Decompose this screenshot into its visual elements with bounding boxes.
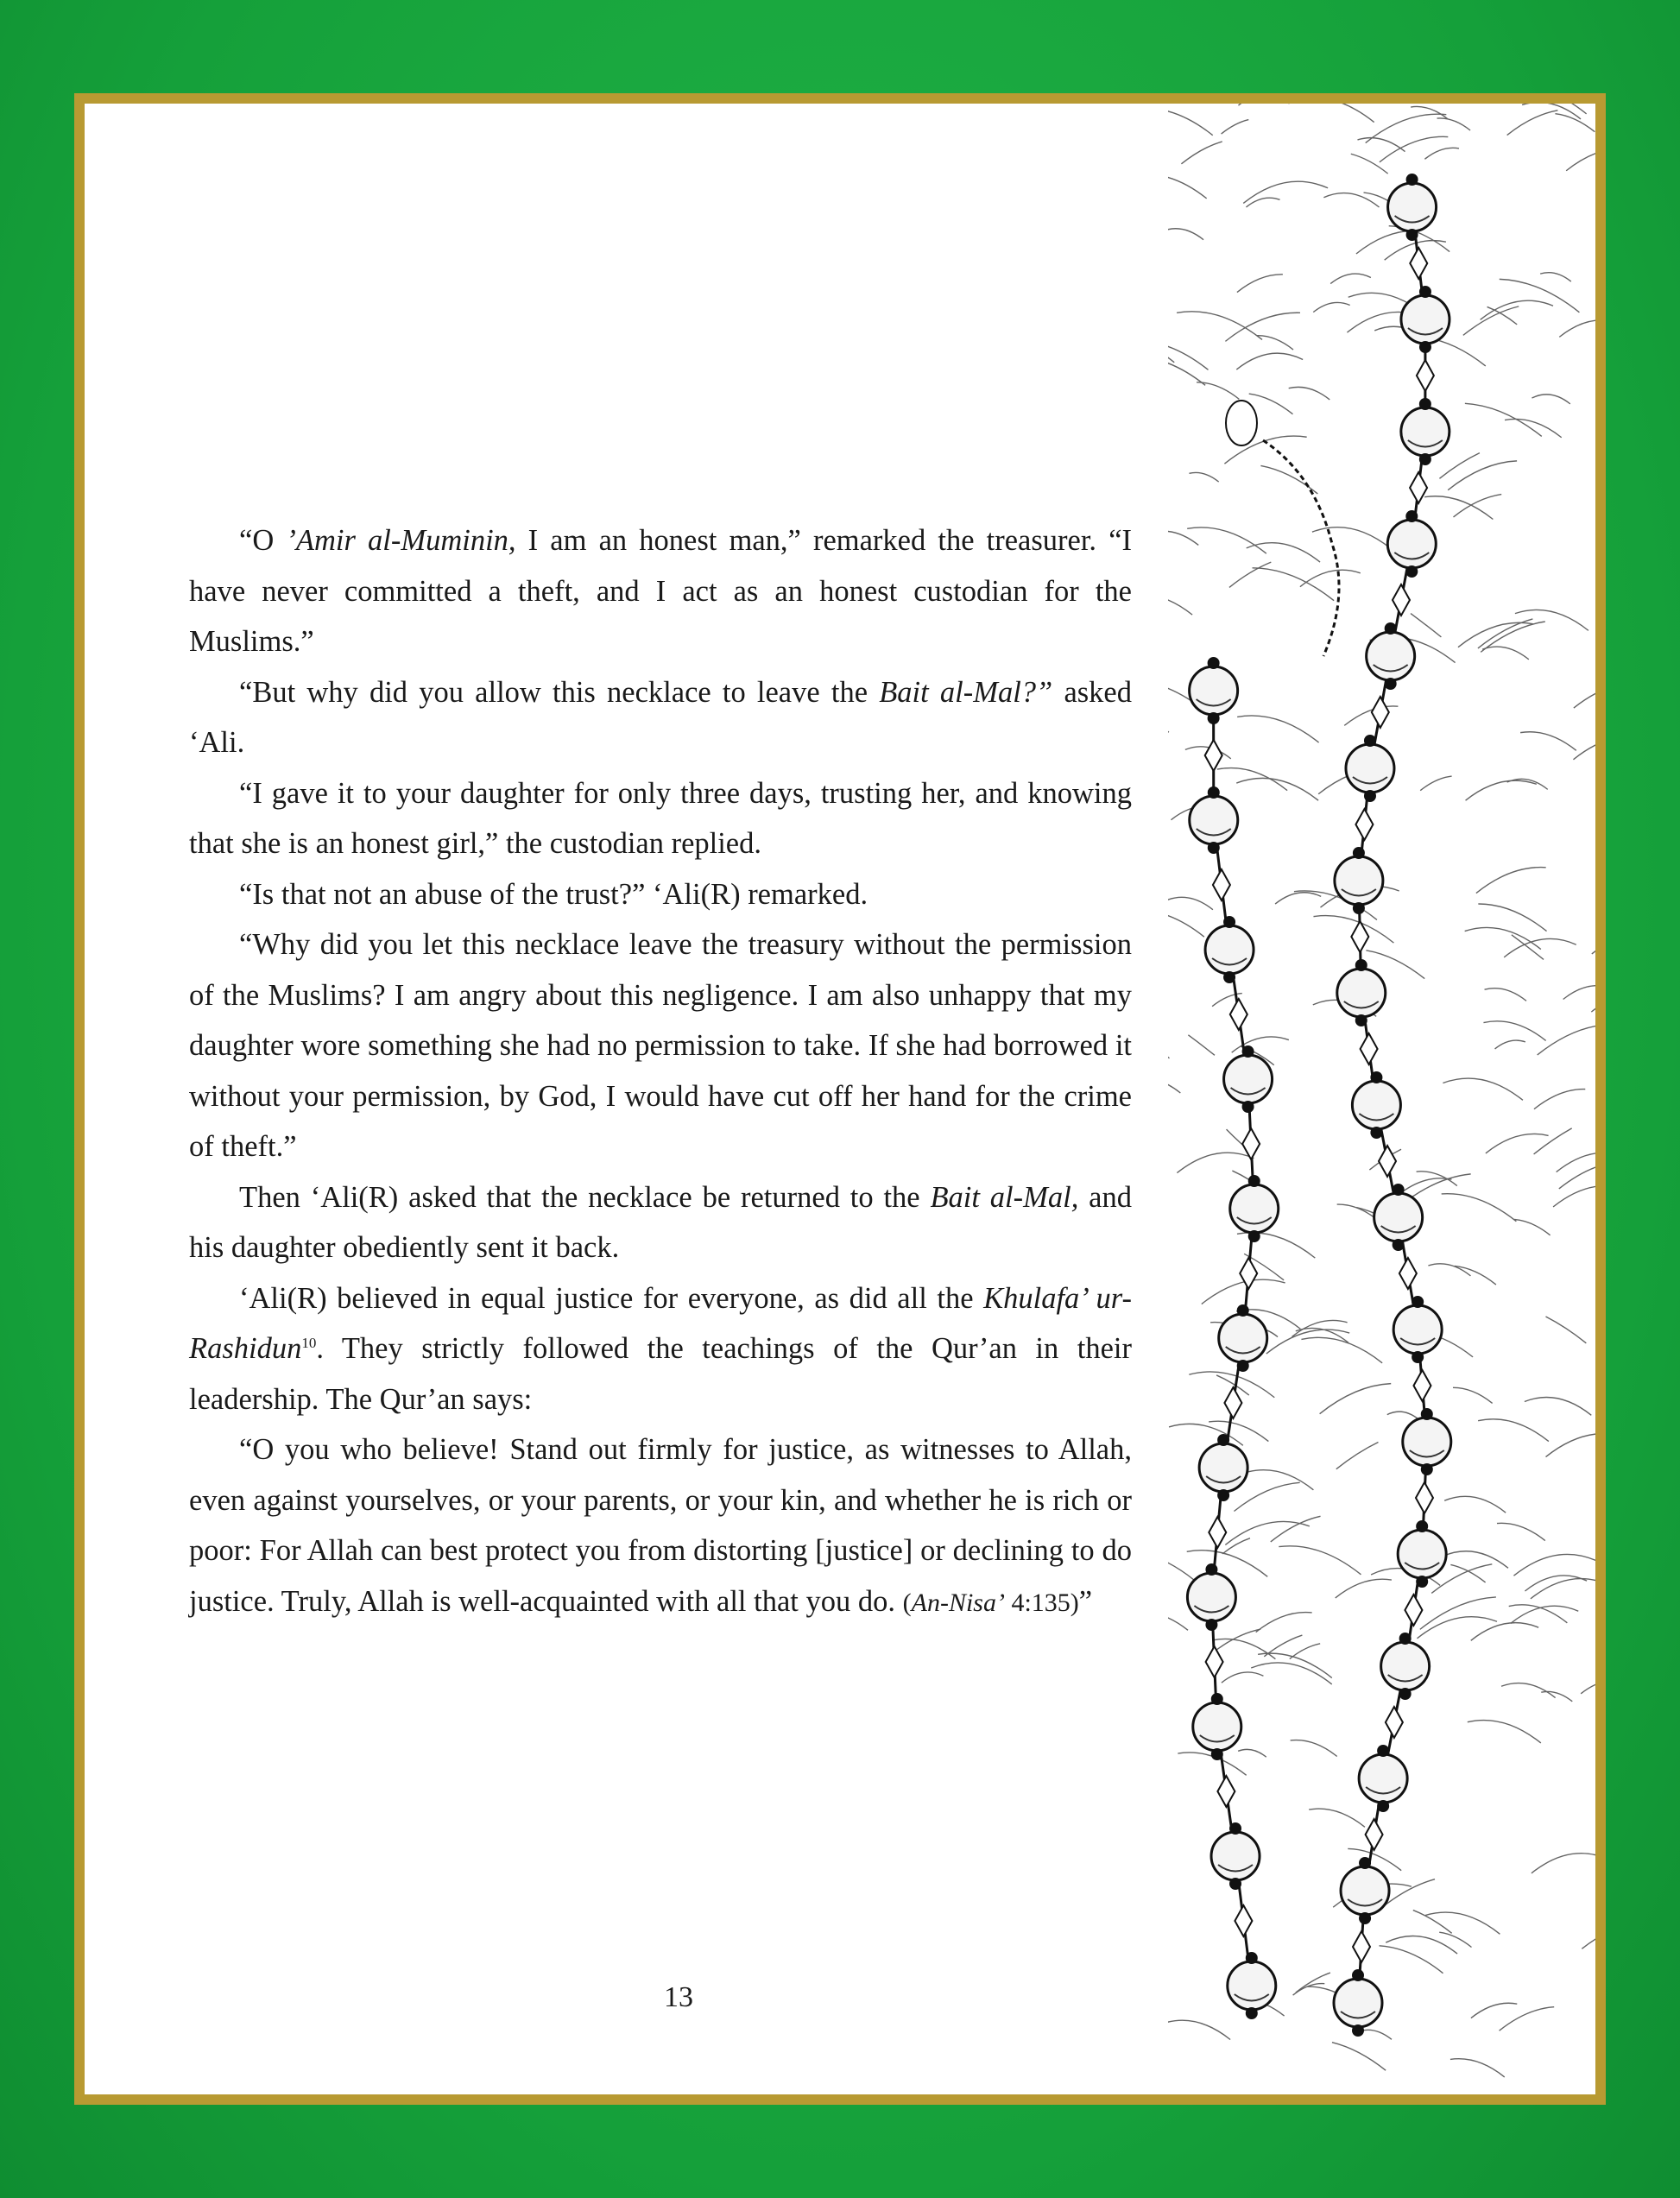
diamond-link xyxy=(1353,1931,1370,1962)
black-spacer-bead xyxy=(1421,1408,1433,1420)
diamond-link xyxy=(1205,740,1222,771)
black-spacer-bead xyxy=(1405,510,1418,522)
page-number: 13 xyxy=(664,1981,693,2013)
beads-group xyxy=(1187,174,1450,2037)
pearl-bead xyxy=(1187,1573,1235,1621)
diamond-link xyxy=(1213,869,1230,900)
black-spacer-bead xyxy=(1352,2024,1364,2037)
necklace-tassel xyxy=(1263,440,1339,656)
necklace-strand-right xyxy=(1334,174,1451,2037)
paragraph-2: “But why did you allow this necklace to leave the Bait al-Mal?” asked ‘Ali. xyxy=(189,675,1132,759)
diamond-link xyxy=(1413,1370,1431,1401)
pearl-bead xyxy=(1367,632,1415,680)
pearl-bead xyxy=(1341,1866,1389,1915)
paragraph-7: ‘Ali(R) believed in equal justice for everyone, as did all the Khulafa’ ur-Rashidun$^{10}$. They strictly followed the teachings of the Qur’an in their leadership. The Qur’an says: xyxy=(189,1281,1132,1416)
pearl-bead xyxy=(1190,796,1238,844)
diamond-link xyxy=(1240,1258,1257,1289)
black-spacer-bead xyxy=(1377,1745,1389,1757)
black-spacer-bead xyxy=(1412,1351,1424,1363)
pearl-bead xyxy=(1230,1184,1279,1233)
black-spacer-bead xyxy=(1364,735,1376,747)
black-spacer-bead xyxy=(1377,1800,1389,1812)
pearl-bead xyxy=(1335,856,1383,905)
pearl-bead xyxy=(1352,1081,1400,1129)
pearl-bead xyxy=(1401,407,1449,456)
pearl-bead xyxy=(1359,1754,1407,1803)
diamond-link xyxy=(1366,1819,1383,1850)
black-spacer-bead xyxy=(1355,1014,1367,1026)
black-spacer-bead xyxy=(1223,916,1235,928)
black-spacer-bead xyxy=(1353,902,1365,914)
pearl-bead xyxy=(1199,1443,1247,1492)
diamond-link xyxy=(1355,809,1373,840)
black-spacer-bead xyxy=(1412,1296,1424,1308)
diamond-link xyxy=(1417,360,1434,391)
pearl-bead xyxy=(1398,1530,1446,1578)
diamond-link xyxy=(1235,1905,1252,1936)
black-spacer-bead xyxy=(1385,622,1397,635)
diamond-link xyxy=(1230,999,1247,1030)
black-spacer-bead xyxy=(1205,1563,1217,1576)
black-spacer-bead xyxy=(1399,1688,1412,1700)
black-spacer-bead xyxy=(1385,678,1397,690)
paragraph-1: “O ’Amir al-Muminin, I am an honest man,” remarked the treasurer. “I have never committed a theft, and I act as an honest custodian for the Muslims.” xyxy=(189,524,1132,658)
diamond-link xyxy=(1416,1482,1433,1513)
black-spacer-bead xyxy=(1211,1693,1223,1705)
paragraph-8-quran-quote: “O you who believe! Stand out firmly for justice, as witnesses to Allah, even against yourselves, or your parents, or your kin, and whether he is rich or poor: For Allah can best protect you from distorting [justice] or declining to do justice. Truly, Allah is well-acquainted with all that you do. (An-Nisa’ 4:135)” xyxy=(189,1433,1132,1618)
black-spacer-bead xyxy=(1416,1520,1428,1532)
page-sheet xyxy=(85,104,1595,2094)
black-spacer-bead xyxy=(1359,1912,1371,1924)
black-spacer-bead xyxy=(1421,1463,1433,1475)
paragraph-4: “Is that not an abuse of the trust?” ‘Ali(R) remarked. xyxy=(239,877,868,911)
pearl-bead xyxy=(1337,969,1386,1017)
pearl-bead xyxy=(1334,1979,1382,2027)
black-spacer-bead xyxy=(1370,1071,1382,1083)
black-spacer-bead xyxy=(1352,1969,1364,1981)
pearl-bead xyxy=(1228,1961,1276,2010)
diamond-link xyxy=(1209,1517,1226,1548)
pearl-bead xyxy=(1193,1702,1241,1751)
black-spacer-bead xyxy=(1364,790,1376,802)
pearl-bead xyxy=(1381,1642,1430,1690)
paragraph-5: “Why did you let this necklace leave the treasury without the permission of the Muslims? I am angry about this negligence. I am also unhappy that my daughter wore something she had no permission to take. If she had borrowed it without your permission, by God, I would have cut off her hand for the crime of theft.” xyxy=(189,928,1132,1163)
black-spacer-bead xyxy=(1248,1230,1260,1242)
black-spacer-bead xyxy=(1205,1619,1217,1631)
diamond-link xyxy=(1399,1258,1417,1289)
black-spacer-bead xyxy=(1399,1633,1412,1645)
diamond-link xyxy=(1217,1776,1235,1807)
diamond-link xyxy=(1386,1707,1403,1738)
black-spacer-bead xyxy=(1419,453,1431,465)
necklace-strand-left xyxy=(1187,657,1278,2019)
diamond-link xyxy=(1206,1646,1223,1677)
story-text xyxy=(189,515,1132,1628)
necklace-illustration xyxy=(1168,104,1595,2094)
black-spacer-bead xyxy=(1370,1127,1382,1139)
black-spacer-bead xyxy=(1405,565,1418,578)
diamond-link xyxy=(1372,697,1389,728)
pearl-bead xyxy=(1401,295,1449,344)
footnote-marker: 10 xyxy=(301,1335,317,1351)
pearl-bead xyxy=(1211,1832,1260,1880)
black-spacer-bead xyxy=(1229,1822,1241,1835)
diamond-link xyxy=(1224,1387,1241,1418)
black-spacer-bead xyxy=(1223,971,1235,983)
black-spacer-bead xyxy=(1208,786,1220,799)
black-spacer-bead xyxy=(1217,1489,1229,1501)
pearl-bead xyxy=(1219,1314,1267,1362)
black-spacer-bead xyxy=(1211,1748,1223,1760)
pearl-bead xyxy=(1403,1418,1451,1466)
black-spacer-bead xyxy=(1406,229,1418,241)
tassel-head xyxy=(1226,401,1257,445)
black-spacer-bead xyxy=(1419,341,1431,353)
diamond-link xyxy=(1379,1146,1396,1177)
black-spacer-bead xyxy=(1355,959,1367,971)
black-spacer-bead xyxy=(1208,712,1220,724)
pearl-bead xyxy=(1388,183,1437,231)
black-spacer-bead xyxy=(1246,2007,1258,2019)
black-spacer-bead xyxy=(1237,1304,1249,1317)
black-spacer-bead xyxy=(1416,1576,1428,1588)
black-spacer-bead xyxy=(1419,398,1431,410)
pearl-bead xyxy=(1387,520,1436,568)
diamond-link xyxy=(1393,584,1410,616)
diamond-link xyxy=(1410,472,1427,503)
paragraph-3: “I gave it to your daughter for only three days, trusting her, and knowing that she is an honest girl,” the custodian replied. xyxy=(189,776,1132,860)
black-spacer-bead xyxy=(1242,1101,1254,1113)
black-spacer-bead xyxy=(1246,1952,1258,1964)
pearl-bead xyxy=(1224,1055,1273,1103)
black-spacer-bead xyxy=(1242,1045,1254,1058)
black-spacer-bead xyxy=(1208,842,1220,854)
pearl-bead xyxy=(1393,1305,1442,1354)
black-spacer-bead xyxy=(1217,1434,1229,1446)
verse-reference: (An-Nisa’ 4:135) xyxy=(902,1588,1079,1617)
black-spacer-bead xyxy=(1393,1184,1405,1196)
black-spacer-bead xyxy=(1248,1175,1260,1187)
black-spacer-bead xyxy=(1406,174,1418,186)
black-spacer-bead xyxy=(1208,657,1220,669)
diamond-link xyxy=(1410,248,1427,279)
pearl-bead xyxy=(1190,666,1238,715)
black-spacer-bead xyxy=(1393,1239,1405,1251)
pearl-bead xyxy=(1205,925,1254,974)
black-spacer-bead xyxy=(1353,847,1365,859)
diamond-link xyxy=(1405,1595,1422,1626)
pearl-bead xyxy=(1374,1193,1423,1241)
black-spacer-bead xyxy=(1237,1360,1249,1372)
black-spacer-bead xyxy=(1359,1857,1371,1869)
diamond-link xyxy=(1361,1033,1378,1064)
black-spacer-bead xyxy=(1419,286,1431,298)
pearl-bead xyxy=(1346,744,1394,793)
paragraph-6: Then ‘Ali(R) asked that the necklace be returned to the Bait al-Mal, and his daughter obediently sent it back. xyxy=(189,1180,1132,1264)
black-spacer-bead xyxy=(1229,1878,1241,1890)
